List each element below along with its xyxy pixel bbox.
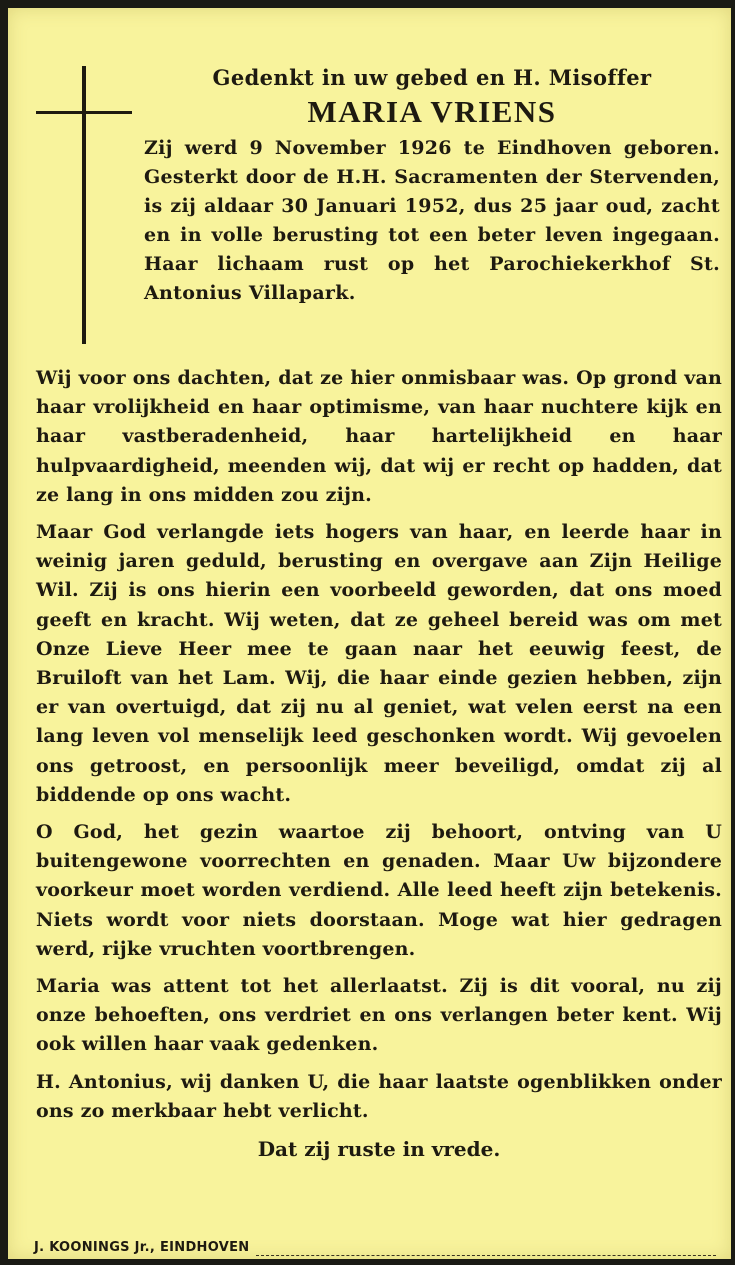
printer-imprint: J. KOONINGS Jr., EINDHOVEN	[34, 1240, 250, 1255]
body-paragraph: H. Antonius, wij danken U, die haar laatste ogenblikken onder ons zo merkbaar hebt verlicht.	[36, 1070, 722, 1122]
memorial-card	[8, 8, 731, 1259]
card-header	[144, 64, 720, 308]
body-paragraph: Wij voor ons dachten, dat ze hier onmisbaar was. Op grond van haar vrolijkheid en haar optimisme, van haar nuchtere kijk en haar vastberadenheid, haar hartelijkheid en haar hulpvaardigheid, meenden wij, dat wij er recht op hadden, dat ze lang in ons midden zou zijn.	[36, 367, 722, 506]
deceased-name: MARIA VRIENS	[307, 94, 557, 129]
card-subtitle: Gedenkt in uw gebed en H. Misoffer	[212, 65, 652, 90]
closing-line: Dat zij ruste in vrede.	[257, 1137, 501, 1162]
card-body	[36, 364, 722, 1164]
cross-vertical-bar	[82, 66, 86, 344]
body-paragraph: O God, het gezin waartoe zij behoort, ontving van U buitengewone voorrechten en genaden. Maar Uw bijzondere voorkeur moet worden verdiend. Alle leed heeft zijn betekenis. Niets wordt voor niets doorstaan. Moge wat hier gedragen werd, rijke vruchten voortbrengen.	[36, 821, 722, 960]
intro-paragraph: Zij werd 9 November 1926 te Eindhoven geboren. Gesterkt door de H.H. Sacramenten der Stervenden, is zij aldaar 30 Januari 1952, dus 25 jaar oud, zacht en in volle berusting tot een beter leven ingegaan. Haar lichaam rust op het Parochiekerkhof St. Antonius Villapark.	[144, 137, 720, 304]
body-paragraph: Maria was attent tot het allerlaatst. Zij is dit vooral, nu zij onze behoeften, ons verdriet en ons verlangen beter kent. Wij ook willen haar vaak gedenken.	[36, 975, 722, 1056]
cross-horizontal-bar	[36, 111, 132, 114]
body-paragraph: Maar God verlangde iets hogers van haar, en leerde haar in weinig jaren geduld, berusting en overgave aan Zijn Heilige Wil. Zij is ons hierin een voorbeeld geworden, dat ons moed geeft en kracht. Wij weten, dat ze geheel bereid was om met Onze Lieve Heer mee te gaan naar het eeuwig feest, de Bruiloft van het Lam. Wij, die haar einde gezien hebben, zijn er van overtuigd, dat zij nu al geniet, wat velen eerst na een lang leven vol menselijk leed geschonken wordt. Wij gevoelen ons getroost, en persoonlijk meer beveiligd, omdat zij al biddende op ons wacht.	[36, 521, 722, 806]
printer-rule	[256, 1255, 716, 1256]
